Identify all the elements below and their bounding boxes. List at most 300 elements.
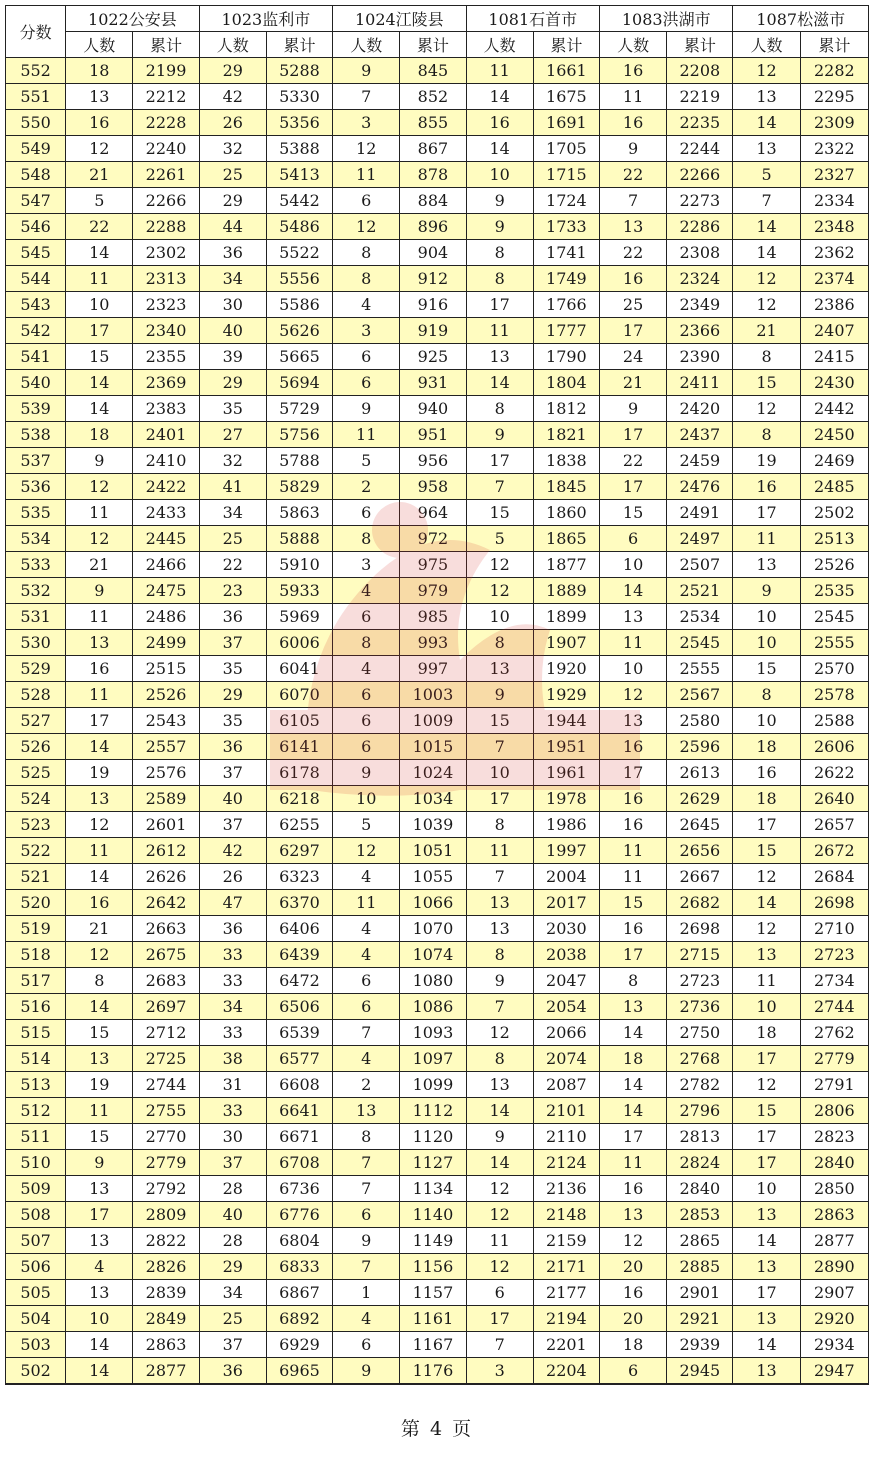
cumulative-cell: 2921 bbox=[667, 1306, 733, 1332]
cumulative-cell: 2796 bbox=[667, 1098, 733, 1124]
cumulative-cell: 1675 bbox=[533, 84, 599, 110]
count-cell: 20 bbox=[600, 1254, 667, 1280]
score-cell: 528 bbox=[6, 682, 66, 708]
cumulative-cell: 2840 bbox=[800, 1150, 868, 1176]
count-cell: 12 bbox=[466, 1020, 533, 1046]
table-row bbox=[6, 1020, 869, 1046]
score-cell: 510 bbox=[6, 1150, 66, 1176]
count-cell: 6 bbox=[600, 526, 667, 552]
table-row bbox=[6, 266, 869, 292]
count-cell: 22 bbox=[600, 448, 667, 474]
cumulative-cell: 2491 bbox=[667, 500, 733, 526]
count-cell: 6 bbox=[333, 708, 400, 734]
cumulative-cell: 6708 bbox=[266, 1150, 332, 1176]
count-cell: 40 bbox=[199, 1202, 266, 1228]
cumulative-cell: 958 bbox=[400, 474, 466, 500]
score-cell: 526 bbox=[6, 734, 66, 760]
table-row bbox=[6, 1358, 869, 1385]
count-cell: 21 bbox=[733, 318, 800, 344]
cumulative-cell: 2920 bbox=[800, 1306, 868, 1332]
cumulative-cell: 5969 bbox=[266, 604, 332, 630]
count-cell: 7 bbox=[333, 1150, 400, 1176]
cumulative-cell: 997 bbox=[400, 656, 466, 682]
cumulative-cell: 6255 bbox=[266, 812, 332, 838]
count-cell: 6 bbox=[333, 604, 400, 630]
cumulative-cell: 2054 bbox=[533, 994, 599, 1020]
count-cell: 15 bbox=[733, 370, 800, 396]
count-cell: 15 bbox=[66, 344, 133, 370]
count-cell: 25 bbox=[199, 526, 266, 552]
cumulative-subheader: 累计 bbox=[133, 32, 199, 58]
count-cell: 9 bbox=[333, 1358, 400, 1385]
count-cell: 40 bbox=[199, 318, 266, 344]
score-column-header: 分数 bbox=[6, 6, 66, 58]
count-cell: 13 bbox=[733, 1202, 800, 1228]
cumulative-cell: 2502 bbox=[800, 500, 868, 526]
cumulative-cell: 940 bbox=[400, 396, 466, 422]
count-cell: 14 bbox=[600, 578, 667, 604]
cumulative-cell: 1812 bbox=[533, 396, 599, 422]
count-subheader: 人数 bbox=[66, 32, 133, 58]
table-row bbox=[6, 630, 869, 656]
cumulative-cell: 1140 bbox=[400, 1202, 466, 1228]
cumulative-cell: 2369 bbox=[133, 370, 199, 396]
count-cell: 36 bbox=[199, 916, 266, 942]
count-cell: 8 bbox=[466, 630, 533, 656]
county-header: 1024江陵县 bbox=[333, 6, 466, 32]
cumulative-cell: 2526 bbox=[133, 682, 199, 708]
cumulative-cell: 1961 bbox=[533, 760, 599, 786]
count-cell: 8 bbox=[333, 266, 400, 292]
cumulative-cell: 2469 bbox=[800, 448, 868, 474]
cumulative-cell: 2736 bbox=[667, 994, 733, 1020]
cumulative-cell: 2362 bbox=[800, 240, 868, 266]
count-cell: 3 bbox=[466, 1358, 533, 1385]
count-cell: 18 bbox=[733, 786, 800, 812]
cumulative-cell: 1978 bbox=[533, 786, 599, 812]
count-cell: 37 bbox=[199, 812, 266, 838]
count-cell: 15 bbox=[600, 890, 667, 916]
table-row bbox=[6, 942, 869, 968]
cumulative-cell: 884 bbox=[400, 188, 466, 214]
count-cell: 11 bbox=[600, 630, 667, 656]
cumulative-cell: 2823 bbox=[800, 1124, 868, 1150]
table-row bbox=[6, 1072, 869, 1098]
count-cell: 5 bbox=[333, 812, 400, 838]
table-row bbox=[6, 448, 869, 474]
score-cell: 520 bbox=[6, 890, 66, 916]
count-cell: 35 bbox=[199, 396, 266, 422]
table-row bbox=[6, 1176, 869, 1202]
count-cell: 15 bbox=[733, 838, 800, 864]
table-row bbox=[6, 422, 869, 448]
count-cell: 8 bbox=[333, 630, 400, 656]
cumulative-cell: 1015 bbox=[400, 734, 466, 760]
cumulative-cell: 6439 bbox=[266, 942, 332, 968]
count-cell: 36 bbox=[199, 1358, 266, 1385]
table-row bbox=[6, 578, 869, 604]
cumulative-cell: 2840 bbox=[667, 1176, 733, 1202]
count-cell: 15 bbox=[466, 708, 533, 734]
cumulative-cell: 2390 bbox=[667, 344, 733, 370]
score-cell: 547 bbox=[6, 188, 66, 214]
cumulative-cell: 2430 bbox=[800, 370, 868, 396]
cumulative-cell: 1766 bbox=[533, 292, 599, 318]
cumulative-cell: 5665 bbox=[266, 344, 332, 370]
cumulative-cell: 1920 bbox=[533, 656, 599, 682]
cumulative-cell: 2744 bbox=[800, 994, 868, 1020]
table-row bbox=[6, 474, 869, 500]
cumulative-cell: 1157 bbox=[400, 1280, 466, 1306]
count-cell: 17 bbox=[600, 318, 667, 344]
cumulative-cell: 2411 bbox=[667, 370, 733, 396]
cumulative-cell: 2645 bbox=[667, 812, 733, 838]
count-cell: 16 bbox=[733, 760, 800, 786]
cumulative-cell: 1877 bbox=[533, 552, 599, 578]
cumulative-cell: 2295 bbox=[800, 84, 868, 110]
cumulative-cell: 2580 bbox=[667, 708, 733, 734]
cumulative-cell: 2521 bbox=[667, 578, 733, 604]
count-cell: 6 bbox=[333, 734, 400, 760]
count-cell: 10 bbox=[466, 162, 533, 188]
cumulative-cell: 2667 bbox=[667, 864, 733, 890]
cumulative-cell: 2047 bbox=[533, 968, 599, 994]
cumulative-cell: 2806 bbox=[800, 1098, 868, 1124]
cumulative-cell: 2698 bbox=[800, 890, 868, 916]
cumulative-cell: 2865 bbox=[667, 1228, 733, 1254]
count-cell: 21 bbox=[66, 916, 133, 942]
cumulative-cell: 2907 bbox=[800, 1280, 868, 1306]
cumulative-cell: 1860 bbox=[533, 500, 599, 526]
cumulative-cell: 1899 bbox=[533, 604, 599, 630]
cumulative-subheader: 累计 bbox=[400, 32, 466, 58]
table-row bbox=[6, 1306, 869, 1332]
cumulative-cell: 2383 bbox=[133, 396, 199, 422]
cumulative-cell: 2570 bbox=[800, 656, 868, 682]
count-cell: 13 bbox=[466, 656, 533, 682]
count-cell: 35 bbox=[199, 656, 266, 682]
count-cell: 17 bbox=[466, 786, 533, 812]
count-cell: 12 bbox=[733, 292, 800, 318]
cumulative-cell: 2228 bbox=[133, 110, 199, 136]
count-cell: 16 bbox=[600, 1280, 667, 1306]
cumulative-cell: 845 bbox=[400, 58, 466, 84]
score-cell: 542 bbox=[6, 318, 66, 344]
count-cell: 11 bbox=[333, 890, 400, 916]
score-cell: 509 bbox=[6, 1176, 66, 1202]
count-subheader: 人数 bbox=[199, 32, 266, 58]
cumulative-cell: 2327 bbox=[800, 162, 868, 188]
count-cell: 12 bbox=[333, 838, 400, 864]
table-row bbox=[6, 734, 869, 760]
count-cell: 30 bbox=[199, 1124, 266, 1150]
count-cell: 11 bbox=[733, 968, 800, 994]
cumulative-cell: 2779 bbox=[133, 1150, 199, 1176]
table-row bbox=[6, 526, 869, 552]
score-cell: 523 bbox=[6, 812, 66, 838]
cumulative-cell: 5910 bbox=[266, 552, 332, 578]
cumulative-cell: 2792 bbox=[133, 1176, 199, 1202]
count-cell: 4 bbox=[333, 578, 400, 604]
score-cell: 504 bbox=[6, 1306, 66, 1332]
cumulative-cell: 2606 bbox=[800, 734, 868, 760]
count-cell: 16 bbox=[600, 734, 667, 760]
count-cell: 5 bbox=[466, 526, 533, 552]
count-cell: 4 bbox=[333, 1046, 400, 1072]
cumulative-cell: 2723 bbox=[667, 968, 733, 994]
header-row-counties bbox=[6, 6, 869, 32]
count-cell: 7 bbox=[333, 1176, 400, 1202]
cumulative-cell: 2744 bbox=[133, 1072, 199, 1098]
cumulative-cell: 6833 bbox=[266, 1254, 332, 1280]
cumulative-cell: 1099 bbox=[400, 1072, 466, 1098]
cumulative-cell: 1112 bbox=[400, 1098, 466, 1124]
count-cell: 14 bbox=[733, 890, 800, 916]
count-cell: 21 bbox=[66, 552, 133, 578]
count-cell: 13 bbox=[600, 994, 667, 1020]
count-cell: 6 bbox=[333, 994, 400, 1020]
count-cell: 17 bbox=[600, 474, 667, 500]
count-cell: 27 bbox=[199, 422, 266, 448]
count-cell: 14 bbox=[600, 1072, 667, 1098]
cumulative-cell: 855 bbox=[400, 110, 466, 136]
count-cell: 6 bbox=[333, 370, 400, 396]
score-cell: 527 bbox=[6, 708, 66, 734]
count-cell: 17 bbox=[600, 760, 667, 786]
cumulative-cell: 6218 bbox=[266, 786, 332, 812]
cumulative-cell: 2407 bbox=[800, 318, 868, 344]
cumulative-cell: 2698 bbox=[667, 916, 733, 942]
table-row bbox=[6, 84, 869, 110]
count-cell: 24 bbox=[600, 344, 667, 370]
count-cell: 23 bbox=[199, 578, 266, 604]
count-cell: 9 bbox=[66, 1150, 133, 1176]
count-cell: 13 bbox=[733, 1306, 800, 1332]
count-cell: 47 bbox=[199, 890, 266, 916]
cumulative-cell: 2415 bbox=[800, 344, 868, 370]
count-cell: 12 bbox=[466, 1202, 533, 1228]
cumulative-cell: 1176 bbox=[400, 1358, 466, 1385]
cumulative-cell: 2813 bbox=[667, 1124, 733, 1150]
score-cell: 525 bbox=[6, 760, 66, 786]
table-row bbox=[6, 58, 869, 84]
cumulative-cell: 2386 bbox=[800, 292, 868, 318]
cumulative-cell: 1749 bbox=[533, 266, 599, 292]
cumulative-cell: 6178 bbox=[266, 760, 332, 786]
cumulative-cell: 2466 bbox=[133, 552, 199, 578]
cumulative-cell: 1134 bbox=[400, 1176, 466, 1202]
table-row bbox=[6, 188, 869, 214]
count-cell: 44 bbox=[199, 214, 266, 240]
count-cell: 13 bbox=[66, 630, 133, 656]
cumulative-cell: 2212 bbox=[133, 84, 199, 110]
score-cell: 508 bbox=[6, 1202, 66, 1228]
cumulative-cell: 2890 bbox=[800, 1254, 868, 1280]
cumulative-cell: 2762 bbox=[800, 1020, 868, 1046]
count-cell: 16 bbox=[466, 110, 533, 136]
score-cell: 519 bbox=[6, 916, 66, 942]
cumulative-cell: 878 bbox=[400, 162, 466, 188]
count-cell: 18 bbox=[66, 422, 133, 448]
count-cell: 41 bbox=[199, 474, 266, 500]
cumulative-cell: 2712 bbox=[133, 1020, 199, 1046]
cumulative-cell: 2849 bbox=[133, 1306, 199, 1332]
cumulative-cell: 2672 bbox=[800, 838, 868, 864]
count-cell: 34 bbox=[199, 1280, 266, 1306]
score-cell: 507 bbox=[6, 1228, 66, 1254]
count-cell: 13 bbox=[66, 1280, 133, 1306]
count-cell: 33 bbox=[199, 968, 266, 994]
count-cell: 33 bbox=[199, 1098, 266, 1124]
cumulative-cell: 2124 bbox=[533, 1150, 599, 1176]
score-cell: 543 bbox=[6, 292, 66, 318]
cumulative-cell: 1889 bbox=[533, 578, 599, 604]
count-cell: 9 bbox=[600, 136, 667, 162]
count-cell: 6 bbox=[333, 682, 400, 708]
count-cell: 6 bbox=[333, 1202, 400, 1228]
count-cell: 9 bbox=[66, 578, 133, 604]
score-cell: 513 bbox=[6, 1072, 66, 1098]
count-cell: 9 bbox=[333, 58, 400, 84]
cumulative-cell: 5729 bbox=[266, 396, 332, 422]
cumulative-subheader: 累计 bbox=[266, 32, 332, 58]
table-row bbox=[6, 1228, 869, 1254]
cumulative-cell: 904 bbox=[400, 240, 466, 266]
cumulative-cell: 1093 bbox=[400, 1020, 466, 1046]
cumulative-cell: 2308 bbox=[667, 240, 733, 266]
cumulative-cell: 2282 bbox=[800, 58, 868, 84]
count-cell: 42 bbox=[199, 838, 266, 864]
score-cell: 529 bbox=[6, 656, 66, 682]
count-cell: 31 bbox=[199, 1072, 266, 1098]
cumulative-cell: 964 bbox=[400, 500, 466, 526]
cumulative-cell: 5788 bbox=[266, 448, 332, 474]
count-cell: 8 bbox=[466, 240, 533, 266]
cumulative-cell: 2682 bbox=[667, 890, 733, 916]
count-cell: 8 bbox=[466, 266, 533, 292]
count-cell: 11 bbox=[600, 864, 667, 890]
cumulative-cell: 2030 bbox=[533, 916, 599, 942]
cumulative-cell: 2445 bbox=[133, 526, 199, 552]
score-cell: 539 bbox=[6, 396, 66, 422]
cumulative-cell: 6736 bbox=[266, 1176, 332, 1202]
count-cell: 8 bbox=[466, 942, 533, 968]
count-cell: 16 bbox=[600, 786, 667, 812]
cumulative-cell: 1986 bbox=[533, 812, 599, 838]
cumulative-cell: 1705 bbox=[533, 136, 599, 162]
cumulative-cell: 2450 bbox=[800, 422, 868, 448]
cumulative-cell: 1127 bbox=[400, 1150, 466, 1176]
cumulative-cell: 2782 bbox=[667, 1072, 733, 1098]
cumulative-cell: 1804 bbox=[533, 370, 599, 396]
count-cell: 5 bbox=[733, 162, 800, 188]
cumulative-cell: 2535 bbox=[800, 578, 868, 604]
table-row bbox=[6, 838, 869, 864]
cumulative-cell: 2485 bbox=[800, 474, 868, 500]
count-cell: 12 bbox=[466, 1254, 533, 1280]
cumulative-cell: 2697 bbox=[133, 994, 199, 1020]
count-cell: 10 bbox=[66, 1306, 133, 1332]
count-cell: 18 bbox=[600, 1046, 667, 1072]
count-cell: 7 bbox=[466, 864, 533, 890]
table-row bbox=[6, 240, 869, 266]
count-cell: 26 bbox=[199, 864, 266, 890]
count-cell: 12 bbox=[333, 136, 400, 162]
cumulative-cell: 2507 bbox=[667, 552, 733, 578]
count-cell: 17 bbox=[733, 500, 800, 526]
count-cell: 4 bbox=[333, 656, 400, 682]
count-cell: 29 bbox=[199, 682, 266, 708]
cumulative-cell: 2499 bbox=[133, 630, 199, 656]
cumulative-cell: 2486 bbox=[133, 604, 199, 630]
cumulative-cell: 6929 bbox=[266, 1332, 332, 1358]
count-cell: 14 bbox=[66, 396, 133, 422]
count-cell: 7 bbox=[466, 1332, 533, 1358]
count-cell: 17 bbox=[466, 292, 533, 318]
count-cell: 14 bbox=[733, 110, 800, 136]
cumulative-cell: 2863 bbox=[800, 1202, 868, 1228]
cumulative-cell: 2675 bbox=[133, 942, 199, 968]
table-row bbox=[6, 604, 869, 630]
cumulative-cell: 6070 bbox=[266, 682, 332, 708]
cumulative-subheader: 累计 bbox=[533, 32, 599, 58]
count-cell: 3 bbox=[333, 318, 400, 344]
count-cell: 8 bbox=[333, 526, 400, 552]
cumulative-cell: 2567 bbox=[667, 682, 733, 708]
count-subheader: 人数 bbox=[333, 32, 400, 58]
count-cell: 37 bbox=[199, 760, 266, 786]
cumulative-cell: 1907 bbox=[533, 630, 599, 656]
cumulative-cell: 2475 bbox=[133, 578, 199, 604]
county-header: 1087松滋市 bbox=[733, 6, 869, 32]
count-cell: 6 bbox=[466, 1280, 533, 1306]
cumulative-cell: 6577 bbox=[266, 1046, 332, 1072]
count-cell: 37 bbox=[199, 630, 266, 656]
count-cell: 16 bbox=[600, 110, 667, 136]
cumulative-cell: 1097 bbox=[400, 1046, 466, 1072]
cumulative-cell: 1865 bbox=[533, 526, 599, 552]
count-cell: 19 bbox=[66, 760, 133, 786]
cumulative-cell: 2266 bbox=[667, 162, 733, 188]
cumulative-cell: 1051 bbox=[400, 838, 466, 864]
count-cell: 14 bbox=[466, 1098, 533, 1124]
cumulative-cell: 2422 bbox=[133, 474, 199, 500]
table-row bbox=[6, 656, 869, 682]
score-cell: 512 bbox=[6, 1098, 66, 1124]
cumulative-cell: 1080 bbox=[400, 968, 466, 994]
count-cell: 36 bbox=[199, 604, 266, 630]
cumulative-cell: 2148 bbox=[533, 1202, 599, 1228]
count-subheader: 人数 bbox=[600, 32, 667, 58]
cumulative-cell: 2710 bbox=[800, 916, 868, 942]
count-cell: 17 bbox=[66, 318, 133, 344]
table-row bbox=[6, 1046, 869, 1072]
cumulative-cell: 2309 bbox=[800, 110, 868, 136]
cumulative-cell: 2515 bbox=[133, 656, 199, 682]
cumulative-cell: 1156 bbox=[400, 1254, 466, 1280]
cumulative-subheader: 累计 bbox=[667, 32, 733, 58]
count-cell: 10 bbox=[733, 708, 800, 734]
cumulative-cell: 2261 bbox=[133, 162, 199, 188]
score-cell: 540 bbox=[6, 370, 66, 396]
count-cell: 7 bbox=[466, 474, 533, 500]
count-cell: 7 bbox=[466, 734, 533, 760]
header-row-subheaders bbox=[6, 32, 869, 58]
cumulative-cell: 993 bbox=[400, 630, 466, 656]
count-cell: 15 bbox=[466, 500, 533, 526]
count-cell: 12 bbox=[733, 396, 800, 422]
cumulative-cell: 6539 bbox=[266, 1020, 332, 1046]
